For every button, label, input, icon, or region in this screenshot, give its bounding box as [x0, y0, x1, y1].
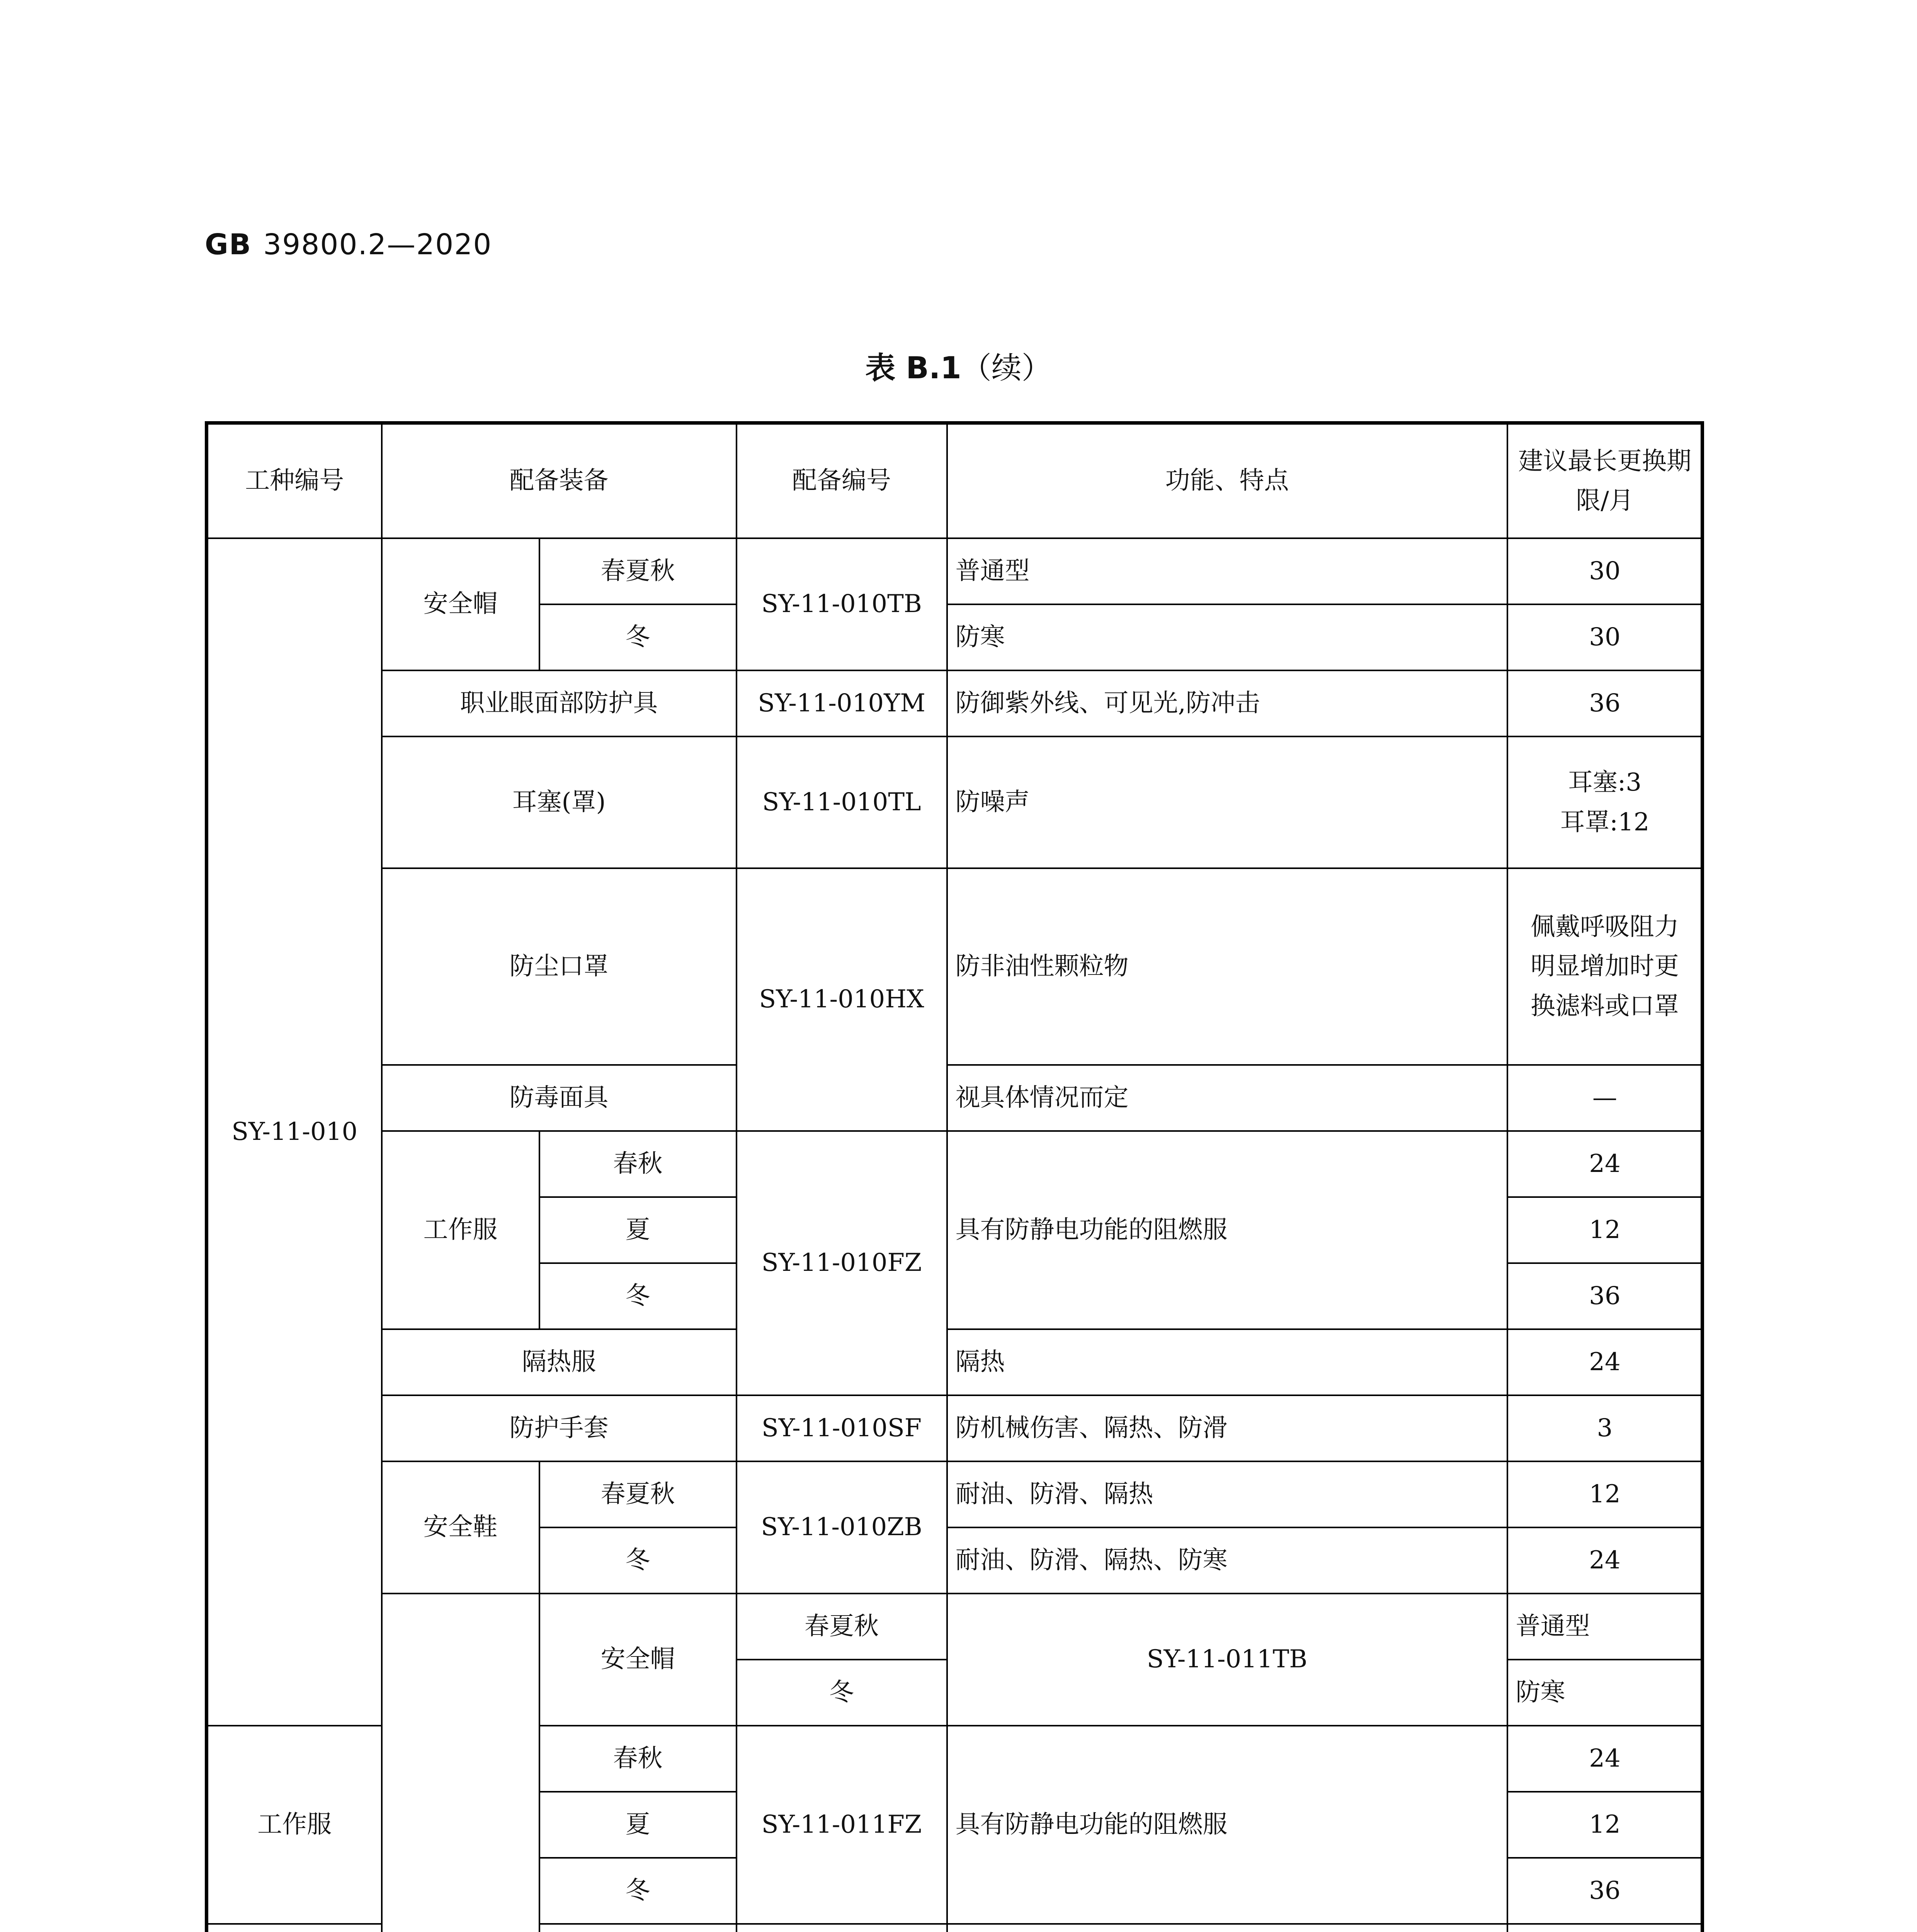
equipment-cell: 耳塞(罩) — [382, 736, 737, 868]
season-cell: 春夏秋 — [539, 538, 737, 604]
period-line: 耳罩:12 — [1560, 808, 1650, 837]
table-row — [207, 1065, 1703, 1131]
equipment-cell: 防护手套 — [382, 1395, 737, 1461]
code-cell: SY-11-010ZB — [737, 1461, 947, 1594]
equipment-cell: 工作服 — [382, 1131, 539, 1329]
equipment-cell: 职业眼面部防护具 — [382, 670, 737, 736]
season-cell: 冬 — [539, 604, 737, 670]
function-cell: 防噪声 — [947, 736, 1507, 868]
table-row — [207, 1461, 1703, 1527]
caption-label: 表 B.1 — [865, 351, 961, 386]
equipment-cell — [207, 1924, 382, 1932]
period-cell: 36 — [1507, 1263, 1703, 1329]
function-cell — [947, 1924, 1507, 1932]
header-equipment: 配备装备 — [382, 423, 737, 539]
period-line: 明显增加时更 — [1531, 952, 1679, 981]
period-cell: 30 — [1507, 604, 1703, 670]
table-row — [207, 670, 1703, 736]
period-line: 耳塞:3 — [1568, 768, 1642, 797]
function-cell: 视具体情况而定 — [947, 1065, 1507, 1131]
period-cell: 24 — [1507, 1131, 1703, 1197]
equipment-cell: 防毒面具 — [382, 1065, 737, 1131]
job-code-cell — [382, 1594, 539, 1932]
function-cell: 普通型 — [947, 538, 1507, 604]
equipment-cell: 隔热服 — [382, 1329, 737, 1395]
standard-code — [205, 228, 492, 261]
table-header-row — [207, 423, 1703, 539]
season-cell: 夏 — [539, 1197, 737, 1263]
period-cell: — — [1507, 1065, 1703, 1131]
equipment-cell: 防尘口罩 — [382, 868, 737, 1065]
function-cell: 防寒 — [947, 604, 1507, 670]
season-cell: 春秋 — [539, 1726, 737, 1792]
table-row — [207, 736, 1703, 868]
table-row — [207, 538, 1703, 604]
season-cell: 春夏秋 — [737, 1594, 947, 1660]
period-cell: 24 — [1507, 1329, 1703, 1395]
code-cell: SY-11-010SF — [737, 1395, 947, 1461]
period-cell — [1507, 736, 1703, 868]
equipment-table — [205, 421, 1704, 1932]
function-cell: 耐油、防滑、隔热 — [947, 1461, 1507, 1527]
table-row — [207, 1594, 1703, 1660]
period-cell — [1507, 868, 1703, 1065]
header-code: 配备编号 — [737, 423, 947, 539]
function-cell: 具有防静电功能的阻燃服 — [947, 1726, 1507, 1924]
period-cell: 30 — [1507, 538, 1703, 604]
period-cell: 24 — [1507, 1726, 1703, 1792]
period-cell: 3 — [1507, 1395, 1703, 1461]
season-cell: 冬 — [737, 1660, 947, 1726]
period-line: 佩戴呼吸阻力 — [1531, 912, 1679, 941]
period-cell: 36 — [1507, 670, 1703, 736]
function-cell: 隔热 — [947, 1329, 1507, 1395]
period-cell: 12 — [1507, 1461, 1703, 1527]
header-job-code: 工种编号 — [207, 423, 382, 539]
function-cell: 具有防静电功能的阻燃服 — [947, 1131, 1507, 1329]
period-cell: 36 — [1507, 1858, 1703, 1924]
function-cell: 普通型 — [1507, 1594, 1703, 1660]
season-cell: 春夏秋 — [539, 1461, 737, 1527]
code-cell: SY-11-010TB — [737, 538, 947, 670]
season-cell — [539, 1924, 737, 1932]
function-cell: 防御紫外线、可见光,防冲击 — [947, 670, 1507, 736]
season-cell: 冬 — [539, 1527, 737, 1594]
period-cell: 12 — [1507, 1197, 1703, 1263]
standard-prefix: GB — [205, 228, 252, 261]
function-cell: 防寒 — [1507, 1660, 1703, 1726]
code-cell: SY-11-010YM — [737, 670, 947, 736]
function-cell: 耐油、防滑、隔热、防寒 — [947, 1527, 1507, 1594]
code-cell: SY-11-011FZ — [737, 1726, 947, 1924]
job-code-cell: SY-11-010 — [207, 538, 382, 1726]
season-cell: 春秋 — [539, 1131, 737, 1197]
equipment-cell: 工作服 — [207, 1726, 382, 1924]
function-cell: 防非油性颗粒物 — [947, 868, 1507, 1065]
table-row — [207, 1395, 1703, 1461]
table-row — [207, 868, 1703, 1065]
period-cell — [1507, 1924, 1703, 1932]
caption-suffix: （续） — [961, 351, 1052, 386]
season-cell: 冬 — [539, 1263, 737, 1329]
code-cell: SY-11-011TB — [947, 1594, 1507, 1726]
function-cell: 防机械伤害、隔热、防滑 — [947, 1395, 1507, 1461]
period-cell: 24 — [1507, 1527, 1703, 1594]
code-cell: SY-11-010TL — [737, 736, 947, 868]
period-line: 换滤料或口罩 — [1531, 992, 1679, 1020]
equipment-cell: 安全帽 — [539, 1594, 737, 1726]
table-row — [207, 1131, 1703, 1197]
season-cell: 夏 — [539, 1792, 737, 1858]
period-cell: 12 — [1507, 1792, 1703, 1858]
equipment-cell: 安全鞋 — [382, 1461, 539, 1594]
season-cell: 冬 — [539, 1858, 737, 1924]
code-cell — [737, 1924, 947, 1932]
header-period: 建议最长更换期限/月 — [1507, 423, 1703, 539]
code-cell: SY-11-010HX — [737, 868, 947, 1131]
header-function: 功能、特点 — [947, 423, 1507, 539]
code-cell: SY-11-010FZ — [737, 1131, 947, 1395]
table-row — [207, 1329, 1703, 1395]
standard-number: 39800.2—2020 — [263, 228, 492, 261]
table-caption — [0, 344, 1917, 387]
equipment-cell: 安全帽 — [382, 538, 539, 670]
